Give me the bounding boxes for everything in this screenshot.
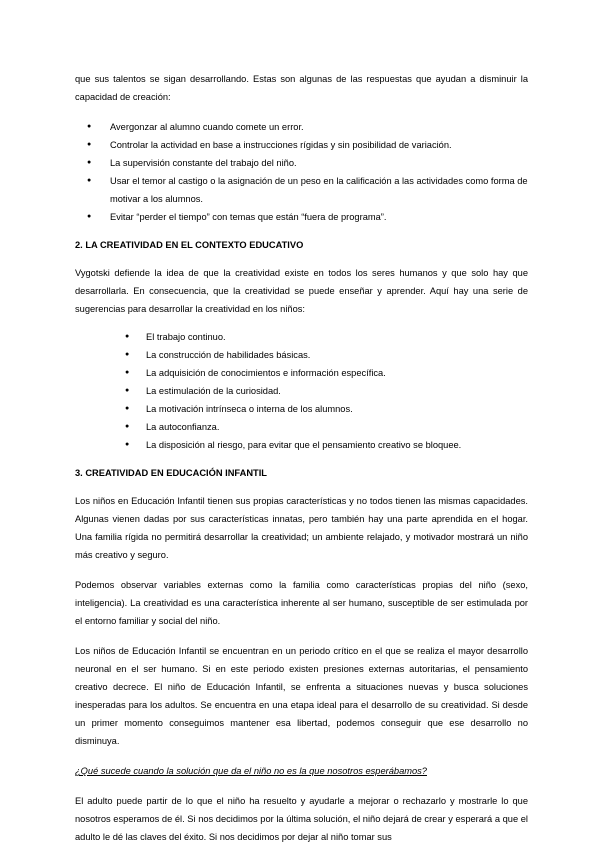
blockers-list — [75, 118, 528, 226]
list-item: ● El trabajo continuo. — [75, 328, 528, 346]
section-3-question: ¿Qué sucede cuando la solución que da el niño no es la que nosotros esperábamos? — [75, 766, 427, 776]
suggestions-list — [75, 328, 528, 454]
list-item: ● Evitar “perder el tiempo” con temas que están “fuera de programa”. — [75, 208, 528, 226]
list-item: ● Usar el temor al castigo o la asignación de un peso en la calificación a las actividades como forma de motivar a los alumnos. — [75, 172, 528, 208]
section-3-paragraph-2: Podemos observar variables externas como la familia como características propias del niño (sexo, inteligencia). La creatividad es una característica inherente al ser humano, susceptible de ser estimulada por el entorno familiar y social del niño. — [75, 580, 528, 626]
section-2-title: 2. LA CREATIVIDAD EN EL CONTEXTO EDUCATIVO — [75, 240, 304, 250]
list-item: ● La motivación intrínseca o interna de los alumnos. — [75, 400, 528, 418]
list-item: ● La disposición al riesgo, para evitar que el pensamiento creativo se bloquee. — [75, 436, 528, 454]
document-page — [75, 70, 528, 846]
list-item: ● Controlar la actividad en base a instrucciones rígidas y sin posibilidad de variación. — [75, 136, 528, 154]
bullet-icon: ● — [87, 213, 92, 220]
list-item: ● La construcción de habilidades básicas. — [75, 346, 528, 364]
section-3-paragraph-1: Los niños en Educación Infantil tienen sus propias características y no todos tienen las mismas capacidades. Algunas vienen dadas por sus características innatas, pero también hay una parte aprendida en el hogar. Una familia rígida no permitirá desarrollar la creatividad; un ambiente relajado, y motivador mostrará un niño más creativo y seguro. — [75, 496, 528, 560]
section-2-paragraph: Vygotski defiende la idea de que la creatividad existe en todos los seres humanos y que solo hay que desarrollarla. En consecuencia, que la creatividad se puede enseñar y aprender. Aquí hay una serie de sugerencias para desarrollar la creatividad en los niños: — [75, 268, 528, 314]
list-item: ● Avergonzar al alumno cuando comete un error. — [75, 118, 528, 136]
bullet-icon: ● — [125, 405, 130, 412]
section-3-title: 3. CREATIVIDAD EN EDUCACIÓN INFANTIL — [75, 468, 267, 478]
list-item: ● La estimulación de la curiosidad. — [75, 382, 528, 400]
bullet-icon: ● — [125, 351, 130, 358]
bullet-icon: ● — [87, 159, 92, 166]
bullet-icon: ● — [125, 333, 130, 340]
bullet-icon: ● — [87, 123, 92, 130]
section-3-paragraph-3: Los niños de Educación Infantil se encuentran en un periodo crítico en el que se realiza el mayor desarrollo neuronal en el ser humano. Si en este periodo existen presiones externas autoritarias, el pensamiento creativo decrece. El niño de Educación Infantil, se enfrenta a situaciones nuevas y busca soluciones inesperadas para los adultos. Se encuentra en una etapa ideal para el desarrollo de su creatividad. Si desde un primer momento conseguimos mantener esa libertad, podemos conseguir que ese desarrollo no disminuya. — [75, 646, 528, 746]
bullet-icon: ● — [125, 423, 130, 430]
bullet-icon: ● — [125, 441, 130, 448]
bullet-icon: ● — [87, 141, 92, 148]
bullet-icon: ● — [87, 177, 92, 184]
bullet-icon: ● — [125, 387, 130, 394]
section-3-final-paragraph: El adulto puede partir de lo que el niño ha resuelto y ayudarle a mejorar o rechazarlo y mostrarle lo que nosotros esperamos de él. Si nos decidimos por la última solución, el niño dejará de crear y esperará a que el adulto le dé las claves del éxito. Si nos decidimos por dejar al niño tomar sus — [75, 796, 528, 842]
bullet-icon: ● — [125, 369, 130, 376]
list-item: ● La supervisión constante del trabajo del niño. — [75, 154, 528, 172]
list-item: ● La adquisición de conocimientos e información específica. — [75, 364, 528, 382]
intro-paragraph: que sus talentos se sigan desarrollando. Estas son algunas de las respuestas que ayudan a disminuir la capacidad de creación: — [75, 74, 528, 102]
list-item: ● La autoconfianza. — [75, 418, 528, 436]
